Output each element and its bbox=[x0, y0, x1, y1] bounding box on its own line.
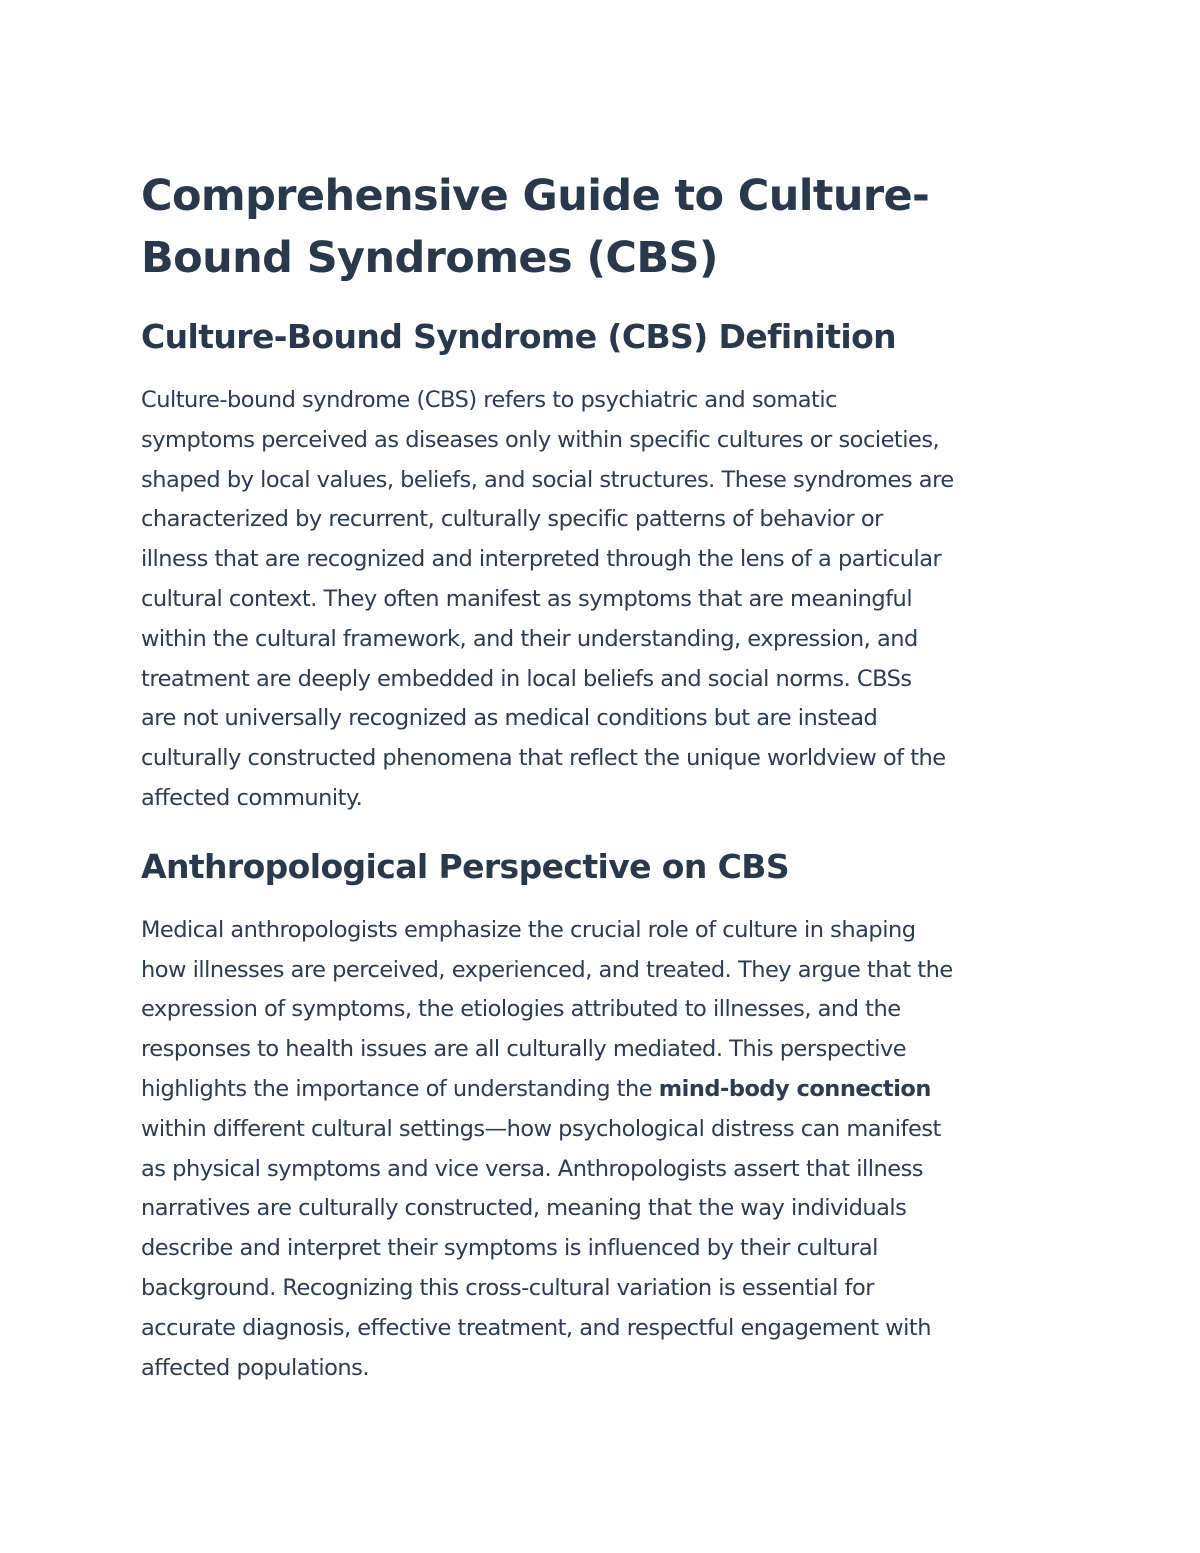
paragraph-line: are not universally recognized as medical conditions but are instead bbox=[141, 705, 878, 732]
section-paragraph-definition bbox=[141, 381, 1061, 819]
paragraph-line: treatment are deeply embedded in local beliefs and social norms. CBSs bbox=[141, 665, 912, 692]
paragraph-line: illness that are recognized and interpreted through the lens of a particular bbox=[141, 546, 942, 573]
paragraph-line: symptoms perceived as diseases only within specific cultures or societies, bbox=[141, 426, 940, 453]
bold-phrase: mind-body connection bbox=[658, 1075, 931, 1102]
paragraph-line: responses to health issues are all culturally mediated. This perspective bbox=[141, 1036, 907, 1063]
paragraph-line: narratives are culturally constructed, meaning that the way individuals bbox=[141, 1195, 907, 1222]
document-page bbox=[141, 165, 1061, 1388]
paragraph-line: characterized by recurrent, culturally specific patterns of behavior or bbox=[141, 506, 883, 533]
paragraph-line: affected community. bbox=[141, 784, 363, 811]
title-line-2: Bound Syndromes (CBS) bbox=[141, 233, 718, 283]
paragraph-line: shaped by local values, beliefs, and social structures. These syndromes are bbox=[141, 466, 954, 493]
title-line-1: Comprehensive Guide to Culture- bbox=[141, 171, 930, 221]
paragraph-line: affected populations. bbox=[141, 1354, 370, 1381]
paragraph-line-text: highlights the importance of understanding the bbox=[141, 1075, 659, 1102]
paragraph-line: within the cultural framework, and their understanding, expression, and bbox=[141, 625, 918, 652]
section-paragraph-anthropological bbox=[141, 911, 1061, 1389]
section-heading-anthropological: Anthropological Perspective on CBS bbox=[141, 846, 789, 886]
paragraph-line: describe and interpret their symptoms is influenced by their cultural bbox=[141, 1235, 878, 1262]
paragraph-line: cultural context. They often manifest as symptoms that are meaningful bbox=[141, 585, 913, 612]
paragraph-line: background. Recognizing this cross-cultural variation is essential for bbox=[141, 1274, 874, 1301]
paragraph-line: Culture-bound syndrome (CBS) refers to psychiatric and somatic bbox=[141, 387, 837, 413]
paragraph-line-with-bold bbox=[141, 1070, 1061, 1110]
section-heading-definition: Culture-Bound Syndrome (CBS) Definition bbox=[141, 317, 897, 356]
paragraph-line: as physical symptoms and vice versa. Anthropologists assert that illness bbox=[141, 1155, 924, 1182]
paragraph-line: accurate diagnosis, effective treatment, and respectful engagement with bbox=[141, 1314, 931, 1341]
paragraph-line: within different cultural settings—how psychological distress can manifest bbox=[141, 1115, 941, 1142]
paragraph-line: how illnesses are perceived, experienced, and treated. They argue that the bbox=[141, 956, 953, 983]
paragraph-line: Medical anthropologists emphasize the crucial role of culture in shaping bbox=[141, 916, 916, 943]
paragraph-line: culturally constructed phenomena that reflect the unique worldview of the bbox=[141, 745, 946, 772]
document-title bbox=[141, 165, 1061, 289]
paragraph-line: expression of symptoms, the etiologies attributed to illnesses, and the bbox=[141, 996, 901, 1023]
